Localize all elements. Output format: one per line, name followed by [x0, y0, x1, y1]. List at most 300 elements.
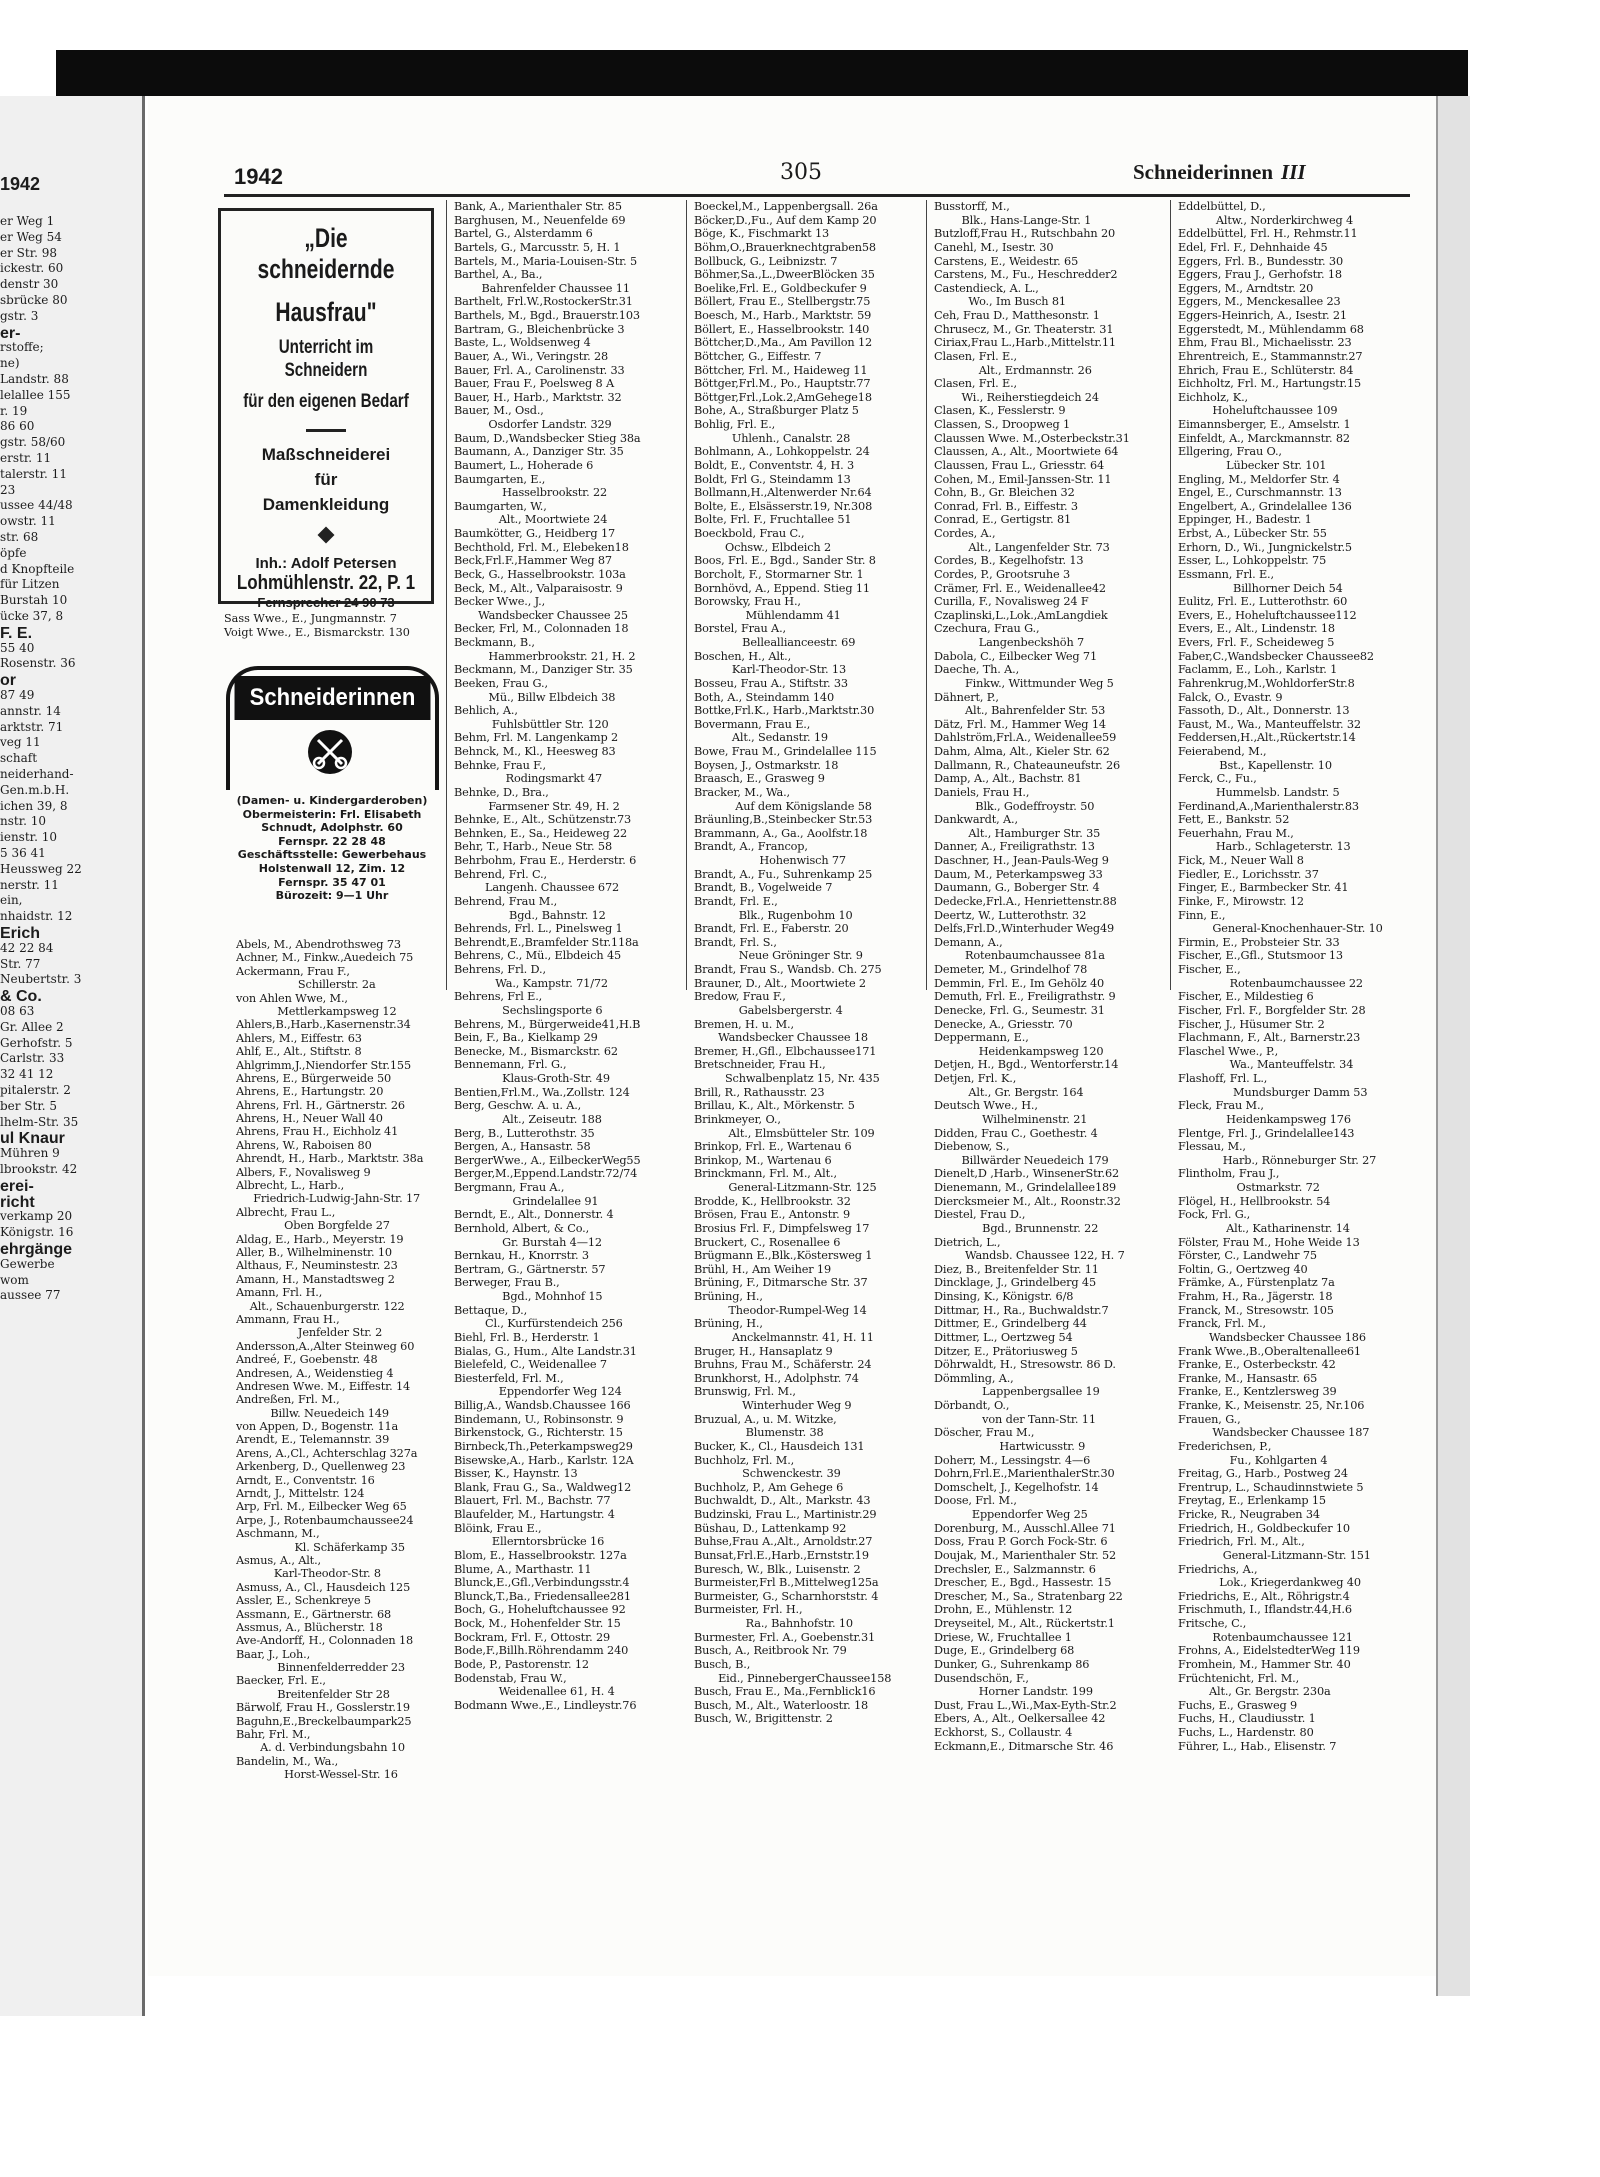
directory-entry: Kl. Schäferkamp 35	[236, 1540, 405, 1554]
directory-entry: Brühl, H., Am Weiher 19	[694, 1262, 831, 1276]
directory-entry: Berg, Geschw. A. u. A.,	[454, 1099, 582, 1113]
directory-entry: Bst., Kapellenstr. 10	[1178, 758, 1332, 772]
directory-entry: Behnke, E., Alt., Schützenstr.73	[454, 813, 632, 827]
left-page-line: d Knopfteile	[0, 561, 75, 576]
left-page-line: Burstah 10	[0, 593, 68, 608]
directory-entry: Rotenbaumchaussee 121	[1178, 1630, 1353, 1644]
directory-entry: Bauer, Frl. A., Carolinenstr. 33	[454, 363, 625, 377]
directory-entry: Uhlenh., Canalstr. 28	[694, 431, 851, 445]
guild-ad-line: Schnudt, Adolphstr. 60	[261, 821, 403, 835]
directory-entry: Alt., Sedanstr. 19	[694, 731, 828, 745]
directory-entry: Bottke,Frl.K., Harb.,Marktstr.30	[694, 704, 875, 718]
left-page-line: talerstr. 11	[0, 466, 67, 481]
directory-entry: Daumann, G., Boberger Str. 4	[934, 881, 1100, 895]
left-page-line: annstr. 14	[0, 703, 61, 718]
left-page-line: ussee 44/48	[0, 498, 73, 513]
directory-entry: Baumkötter, G., Heidberg 17	[454, 527, 616, 540]
directory-entry: Behrend, Frau M.,	[454, 894, 558, 908]
directory-entry: Binnenfelderredder 23	[236, 1661, 405, 1675]
directory-entry: Barghusen, M., Neuenfelde 69	[454, 213, 626, 227]
left-page-line: Mühren 9	[0, 1146, 60, 1161]
left-page-line: Str. 77	[0, 956, 41, 971]
directory-entry: Brandt, Frl. S.,	[694, 935, 777, 949]
directory-entry: Denecke, Frl. G., Seumestr. 31	[934, 1003, 1105, 1017]
directory-entry: Boelike,Frl. E., Goldbeckufer 9	[694, 281, 867, 295]
directory-entry: Cordes, P., Grootsruhe 3	[934, 567, 1071, 581]
directory-entry: Aldag, E., Harb., Meyerstr. 19	[236, 1232, 404, 1246]
directory-entry: Bisser, K., Haynstr. 13	[454, 1467, 578, 1481]
directory-entry: Assler, E., Schenkreye 5	[236, 1594, 371, 1608]
directory-entry: Claussen, A., Alt., Moortwiete 64	[934, 445, 1119, 459]
directory-entry: Bretschneider, Frau H.,	[694, 1058, 826, 1072]
directory-entry: Brandt, Frl. E., Faberstr. 20	[694, 922, 849, 936]
directory-entry: Biehl, Frl. B., Herderstr. 1	[454, 1330, 600, 1344]
directory-entry: Fock, Frl. G.,	[1178, 1208, 1251, 1222]
directory-entry: Böhmer,Sa.,L.,DweerBlöcken 35	[694, 268, 875, 282]
directory-entry: Detjen, H., Bgd., Wentorferstr.14	[934, 1058, 1119, 1072]
directory-entry: Barthel, A., Ba.,	[454, 268, 543, 282]
directory-entry: Ehrich, Frau E., Schlüterstr. 84	[1178, 363, 1354, 377]
directory-entry: General-Knochenhauer-Str. 10	[1178, 922, 1383, 936]
directory-entry: Engling, M., Meldorfer Str. 4	[1178, 472, 1340, 486]
left-page-line: ehrgänge	[0, 1241, 73, 1258]
directory-entry: Schwalbenplatz 15, Nr. 435	[694, 1072, 880, 1085]
directory-entry: Wa., Kampstr. 71/72	[454, 976, 608, 990]
directory-entry: Eckhorst, S., Collaustr. 4	[934, 1726, 1073, 1739]
directory-entry: Bode,F.,Billh.Röhrendamm 240	[454, 1644, 629, 1658]
directory-entry: Althaus, F., Neuminstestr. 23	[236, 1259, 398, 1273]
directory-entry: Asmus, A., Alt.,	[236, 1553, 321, 1567]
left-page-line: erei-	[0, 1177, 34, 1195]
directory-entry: Feddersen,H.,Alt.,Rückertstr.14	[1178, 731, 1356, 745]
directory-entry: Bauer, A., Wi., Veringstr. 28	[454, 349, 609, 363]
directory-entry: Andreé, F., Goebenstr. 48	[236, 1353, 378, 1367]
directory-entry: Langenh. Chaussee 672	[454, 881, 620, 895]
directory-entry: Demmin, Frl. E., Im Gehölz 40	[934, 976, 1105, 990]
directory-entry: Frischmuth, I., Iflandstr.44,H.6	[1178, 1603, 1352, 1617]
directory-entry: Boschen, H., Alt.,	[694, 649, 792, 663]
directory-entry: Bertram, G., Gärtnerstr. 57	[454, 1262, 606, 1276]
left-page-line: 1942	[0, 174, 41, 194]
directory-entry: Bolte, Frl. F., Fruchtallee 51	[694, 513, 852, 527]
directory-entry: Mundsburger Damm 53	[1178, 1085, 1368, 1099]
directory-entry: Fahrenkrug,M.,WohldorferStr.8	[1178, 676, 1355, 690]
directory-entry: Aschmann, M.,	[236, 1527, 320, 1541]
left-page-line: Gerhofstr. 5	[0, 1035, 73, 1050]
directory-entry: General-Litzmann-Str. 125	[694, 1181, 877, 1194]
directory-entry: Wo., Im Busch 81	[934, 295, 1066, 309]
directory-entry: Alt., Zeiseutr. 188	[454, 1112, 602, 1126]
left-page-line: Gewerbe	[0, 1256, 55, 1271]
left-page-line: denstr 30	[0, 277, 59, 292]
left-page-line: neiderhand-	[0, 767, 74, 781]
diamond-ornament-icon	[318, 527, 335, 544]
directory-entry: Dömmling, A.,	[934, 1371, 1014, 1385]
directory-entry: Wandsbecker Chaussee 18	[694, 1031, 868, 1045]
directory-entry: Ferdinand,A.,Marienthalerstr.83	[1178, 799, 1359, 813]
directory-entry: Bodmann Wwe.,E., Lindleystr.76	[454, 1698, 637, 1712]
directory-entry: Ahrens, E., Hartungstr. 20	[236, 1085, 384, 1099]
directory-column-2	[454, 200, 676, 1712]
directory-entry: Beeken, Frau G.,	[454, 676, 548, 690]
directory-entry: Bunsat,Frl.E.,Harb.,Ernststr.19	[694, 1548, 869, 1562]
directory-entry: Deertz, W., Lutterothstr. 32	[934, 908, 1087, 922]
directory-entry: General-Litzmann-Str. 151	[1178, 1548, 1371, 1562]
directory-entry: Edel, Frl. F., Dehnhaide 45	[1178, 240, 1328, 254]
left-page-line: owstr. 11	[0, 514, 56, 529]
directory-entry: Bauer, Frau F., Poelsweg 8 A	[454, 377, 614, 391]
directory-entry: Eid., PinnebergerChaussee158	[694, 1671, 892, 1685]
directory-entry: Brunkhorst, H., Adolphstr. 74	[694, 1371, 859, 1385]
ad-divider	[306, 429, 346, 432]
directory-entry: Barthelt, Frl.W.,RostockerStr.31	[454, 295, 633, 309]
directory-entry: Friedrich, Frl. M., Alt.,	[1178, 1535, 1305, 1549]
directory-entry: Blöink, Frau E.,	[454, 1521, 542, 1535]
directory-entry: Neue Gröninger Str. 9	[694, 949, 863, 963]
left-page-line: veg 11	[0, 735, 41, 750]
directory-entry: Bock, M., Hohenfelder Str. 15	[454, 1617, 621, 1630]
directory-entry: Blunck,T.,Ba., Friedensallee281	[454, 1589, 631, 1603]
directory-entry: Wilhelminenstr. 21	[934, 1112, 1088, 1126]
directory-entry: Crämer, Frl. E., Weidenallee42	[934, 581, 1106, 595]
left-page-line: ne)	[0, 356, 20, 371]
directory-entry: Dahlström,Frl.A., Weidenallee59	[934, 731, 1117, 745]
directory-entry: Böllert, E., Hasselbrookstr. 140	[694, 322, 870, 336]
guild-ad-line: (Damen- u. Kindergarderoben)	[236, 794, 428, 807]
ad-service-3: Damenkleidung	[262, 495, 390, 514]
directory-entry: Brinckmann, Frl. M., Alt.,	[694, 1167, 837, 1181]
directory-entry: Böge, K., Fischmarkt 13	[694, 227, 830, 241]
directory-entry: Bauer, H., Harb., Marktstr. 32	[454, 390, 622, 404]
directory-entry: Langenbeckshöh 7	[934, 636, 1085, 649]
directory-entry: Benecke, M., Bismarckstr. 62	[454, 1044, 618, 1058]
directory-entry: Dusendschön, F.,	[934, 1671, 1029, 1685]
directory-entry: Eddelbüttel, Frl. H., Rehmstr.11	[1178, 227, 1358, 241]
directory-entry: Dunker, G., Suhrenkamp 86	[934, 1657, 1090, 1671]
directory-entry: Boeckel,M., Lappenbergsall. 26a	[694, 200, 878, 213]
directory-entry: Brill, R., Rathausstr. 23	[694, 1085, 825, 1099]
page-number: 305	[780, 160, 822, 185]
left-page-line: gstr. 58/60	[0, 435, 66, 450]
directory-entry: Böttger,Frl.M., Po., Hauptstr.77	[694, 377, 871, 391]
directory-entry: Friedrichs, E., Alt., Röhrigstr.4	[1178, 1589, 1350, 1603]
directory-entry: Bremer, H.,Gfl., Elbchaussee171	[694, 1044, 877, 1058]
directory-entry: Cohn, B., Gr. Bleichen 32	[934, 486, 1075, 500]
directory-entry: Brosius Frl. F., Dimpfelsweg 17	[694, 1221, 870, 1235]
left-page-line: Gr. Allee 2	[0, 1019, 64, 1034]
directory-entry: Freytag, E., Erlenkamp 15	[1178, 1494, 1326, 1508]
directory-entry: Döscher, Frau M.,	[934, 1426, 1035, 1440]
directory-entry: Finkw., Wittmunder Weg 5	[934, 676, 1114, 690]
left-page-line: sbrücke 80	[0, 293, 68, 307]
directory-entry: Boch, G., Hoheluftchaussee 92	[454, 1603, 626, 1617]
directory-entry: Cordes, B., Kegelhofstr. 13	[934, 554, 1084, 568]
directory-entry: Eimannsberger, E., Amselstr. 1	[1178, 418, 1351, 431]
directory-entry: Fromhein, M., Hammer Str. 40	[1178, 1657, 1351, 1671]
directory-entry: Bruzual, A., u. M. Witzke,	[694, 1412, 837, 1426]
directory-entry: Cordes, A.,	[934, 527, 996, 540]
directory-entry: Essmann, Frl. E.,	[1178, 567, 1274, 581]
directory-entry: Gr. Burstah 4—12	[454, 1235, 602, 1249]
directory-entry: Brammann, A., Ga., Aoolfstr.18	[694, 826, 868, 840]
scan-border-top	[56, 50, 1468, 96]
directory-entry: Conrad, E., Gertigstr. 81	[934, 513, 1072, 527]
directory-entry: Daniels, Frau H.,	[934, 785, 1030, 799]
directory-entry: Bgd., Brunnenstr. 22	[934, 1221, 1099, 1235]
directory-entry: Firmin, E., Probsteier Str. 33	[1178, 935, 1340, 949]
directory-entry: Führer, L., Hab., Elisenstr. 7	[1178, 1739, 1337, 1753]
directory-entry: Frauen, G.,	[1178, 1412, 1241, 1426]
directory-entry: Daum, M., Peterkampsweg 33	[934, 867, 1103, 881]
directory-entry: Baum, D.,Wandsbecker Stieg 38a	[454, 431, 641, 445]
directory-entry: Ochsw., Elbdeich 2	[694, 540, 832, 554]
directory-entry: Eckmann,E., Ditmarsche Str. 46	[934, 1739, 1114, 1753]
directory-entry: Clasen, Frl. E.,	[934, 377, 1017, 391]
directory-entry: Ebers, A., Alt., Oelkersallee 42	[934, 1712, 1106, 1726]
directory-entry: Fiedler, E., Lorichsstr. 37	[1178, 867, 1319, 881]
scan-border-right	[1436, 96, 1470, 1996]
directory-entry: Doujak, M., Marienthaler Str. 52	[934, 1548, 1117, 1562]
directory-entry: Fleck, Frau M.,	[1178, 1099, 1264, 1113]
directory-entry: Bolte, E., Elsässerstr.19, Nr.308	[694, 499, 873, 513]
directory-entry: Damp, A., Alt., Bachstr. 81	[934, 772, 1082, 786]
left-page-line: lhelm-Str. 35	[0, 1114, 79, 1129]
directory-entry: Arpe, J., Rotenbaumchaussee24	[236, 1513, 414, 1527]
left-page-line: Königstr. 16	[0, 1225, 74, 1240]
directory-entry: Eggers, Frl. B., Bundesstr. 30	[1178, 254, 1344, 268]
directory-entry: Fritsche, C.,	[1178, 1617, 1247, 1630]
left-page-line: aussee 77	[0, 1288, 61, 1303]
left-page-line: für Litzen	[0, 577, 60, 592]
directory-entry: Beckmann, M., Danziger Str. 35	[454, 663, 633, 677]
directory-entry: Bruger, H., Hansaplatz 9	[694, 1344, 833, 1358]
directory-entry: Brandt, A., Fu., Suhrenkamp 25	[694, 867, 873, 881]
directory-entry: Baumert, L., Hoherade 6	[454, 458, 594, 472]
left-page-line: pitalerstr. 2	[0, 1083, 71, 1097]
directory-entry: Busstorff, M.,	[934, 200, 1010, 213]
directory-entry: Drechsler, E., Salzmannstr. 6	[934, 1562, 1096, 1576]
ad-subline-1: Unterricht im Schneidern	[278, 337, 374, 381]
directory-entry: Esser, L., Lohkoppelstr. 75	[1178, 554, 1327, 568]
directory-entry: Deutsch Wwe., H.,	[934, 1099, 1038, 1113]
directory-entry: Bartels, M., Maria-Louisen-Str. 5	[454, 254, 638, 268]
directory-entry: Ahrens, Frau H., Eichholz 41	[236, 1125, 399, 1139]
directory-entry: Behrens, Frl E.,	[454, 990, 543, 1004]
page-title-numeral: III	[1281, 160, 1306, 184]
directory-column-4	[934, 200, 1156, 1753]
directory-entry: Fischer, Frl. F., Borgfelder Str. 28	[1178, 1003, 1366, 1017]
directory-entry: Eppinger, H., Badestr. 1	[1178, 513, 1312, 527]
directory-entry: Doose, Frl. M.,	[934, 1494, 1017, 1508]
note-line: Sass Wwe., E., Jungmannstr. 7	[224, 612, 397, 625]
directory-entry: Brandt, Frau S., Wandsb. Ch. 275	[694, 963, 882, 976]
directory-entry: BergerWwe., A., EilbeckerWeg55	[454, 1153, 641, 1167]
directory-entry: Czechura, Frau G.,	[934, 622, 1040, 636]
directory-entry: Förster, C., Landwehr 75	[1178, 1249, 1317, 1263]
directory-entry: Assmus, A., Blücherstr. 18	[236, 1620, 383, 1634]
directory-entry: Danner, A., Freiligrathstr. 13	[934, 840, 1095, 854]
directory-entry: Erhorn, D., Wi., Jungnickelstr.5	[1178, 540, 1352, 554]
directory-entry: Bahrenfelder Chaussee 11	[454, 281, 630, 295]
left-page-line: ein,	[0, 893, 23, 908]
directory-entry: Fischer, E.,	[1178, 963, 1241, 976]
directory-entry: Dienelt,D ,Harb., WinsenerStr.62	[934, 1167, 1120, 1181]
left-page-line: str. 68	[0, 530, 39, 544]
directory-entry: Lok., Kriegerdankweg 40	[1178, 1576, 1361, 1590]
directory-entry: Borcholt, F., Stormarner Str. 1	[694, 567, 864, 581]
directory-entry: Bovermann, Frau E.,	[694, 717, 811, 731]
directory-entry: Dallmann, R., Chateauneufstr. 26	[934, 758, 1121, 772]
directory-entry: Baguhn,E.,Breckelbaumpark25	[236, 1714, 412, 1728]
directory-entry: Bruhns, Frau M., Schäferstr. 24	[694, 1358, 872, 1372]
directory-entry: Wandsbecker Chaussee 187	[1178, 1426, 1370, 1440]
directory-entry: Bosseu, Frau A., Stiftstr. 33	[694, 676, 848, 690]
directory-entry: Daschner, H., Jean-Pauls-Weg 9	[934, 854, 1109, 867]
directory-entry: Bowe, Frau M., Grindelallee 115	[694, 745, 877, 758]
directory-entry: Dittmer, E., Grindelberg 44	[934, 1317, 1087, 1331]
directory-entry: Birnbeck,Th.,Peterkampsweg29	[454, 1439, 633, 1453]
directory-entry: Busch, B.,	[694, 1657, 751, 1671]
directory-entry: Mühlendamm 41	[694, 608, 841, 622]
directory-entry: Hoheluftchaussee 109	[1178, 404, 1338, 418]
directory-entry: Arens, A.,Cl., Achterschlag 327a	[236, 1446, 418, 1460]
left-page-line: er Weg 1	[0, 214, 55, 228]
directory-entry: Flaschel Wwe., P.,	[1178, 1044, 1279, 1058]
directory-entry: Behrens, M., Bürgerweide41,H.B	[454, 1017, 641, 1031]
left-page-line: Gen.m.b.H.	[0, 782, 70, 797]
directory-entry: Bracker, M., Wa.,	[694, 785, 790, 799]
directory-entry: Blunck,E.,Gfl.,Verbindungsstr.4	[454, 1576, 630, 1590]
directory-entry: Schwenckestr. 39	[694, 1467, 841, 1481]
directory-entry: Grindelallee 91	[454, 1194, 599, 1208]
directory-entry: Behrens, C., Mü., Elbdeich 45	[454, 949, 622, 963]
directory-entry: Andersson,A.,Alter Steinweg 60	[236, 1339, 415, 1353]
directory-entry: Eichholz, K.,	[1178, 390, 1248, 404]
directory-entry: Daeche, Th. A.,	[934, 663, 1020, 677]
directory-entry: Ahlers, M., Eiffestr. 63	[236, 1031, 362, 1045]
left-page-line: nstr. 10	[0, 814, 47, 829]
directory-entry: Dedecke,Frl.A., Henriettenstr.88	[934, 894, 1117, 908]
column-divider	[1170, 200, 1171, 990]
directory-entry: Behrens, Frl. D.,	[454, 963, 546, 976]
directory-entry: Foltin, G., Oertzweg 40	[1178, 1262, 1308, 1276]
directory-entry: von Appen, D., Bogenstr. 11a	[236, 1420, 399, 1434]
directory-entry: Brinkop, Frl. E., Wartenau 6	[694, 1140, 852, 1154]
left-page-line: 55 40	[0, 640, 35, 655]
directory-entry: Anckelmannstr. 41, H. 11	[694, 1330, 874, 1344]
left-page-line: öpfe	[0, 545, 27, 560]
directory-entry: Baecker, Frl. E.,	[236, 1674, 326, 1688]
directory-entry: Karl-Theodor-Str. 8	[236, 1567, 381, 1581]
directory-entry: Billwärder Neuedeich 179	[934, 1153, 1109, 1167]
directory-entry: Blk., Godeffroystr. 50	[934, 799, 1095, 813]
directory-entry: Dinsing, K., Königstr. 6/8	[934, 1290, 1074, 1303]
directory-entry: Bucker, K., Cl., Hausdeich 131	[694, 1439, 865, 1453]
directory-entry: Ra., Bahnhofstr. 10	[694, 1617, 853, 1630]
directory-entry: von der Tann-Str. 11	[934, 1412, 1096, 1426]
directory-entry: Ellgering, Frau O.,	[1178, 445, 1282, 459]
left-page-line: 32 41 12	[0, 1067, 54, 1082]
directory-entry: Driese, W., Fruchtallee 1	[934, 1630, 1072, 1644]
directory-entry: Behnke, Frau F.,	[454, 758, 546, 772]
directory-entry: Brüning, H.,	[694, 1317, 763, 1331]
directory-entry: Boldt, Frl G., Steindamm 13	[694, 472, 851, 486]
directory-entry: Behrends, Frl. L., Pinelsweg 1	[454, 922, 623, 936]
directory-entry: Doss, Frau P. Gorch Fock-Str. 6	[934, 1535, 1108, 1549]
directory-entry: Döhrwaldt, H., Stresowstr. 86 D.	[934, 1358, 1116, 1372]
directory-entry: Schillerstr. 2a	[236, 978, 376, 992]
directory-entry: Bohlmann, A., Lohkoppelstr. 24	[694, 445, 870, 459]
left-page-line: ickestr. 60	[0, 261, 64, 276]
directory-entry: Ammann, Frau H.,	[236, 1312, 340, 1326]
guild-ad-line: Fernspr. 22 28 48	[278, 834, 386, 848]
directory-entry: Didden, Frau C., Goethestr. 4	[934, 1126, 1098, 1140]
directory-entry: Clasen, K., Fesslerstr. 9	[934, 404, 1066, 418]
directory-entry: Braasch, E., Grasweg 9	[694, 772, 825, 786]
left-page-line: Carlstr. 33	[0, 1051, 65, 1066]
directory-entry: Borstel, Frau A.,	[694, 622, 786, 636]
directory-entry: Dust, Frau L.,Wi.,Max-Eyth-Str.2	[934, 1698, 1117, 1712]
directory-entry: Brinkop, M., Wartenau 6	[694, 1153, 832, 1167]
directory-entry: Berndt, E., Alt., Donnerstr. 4	[454, 1208, 614, 1222]
directory-entry: Dörbandt, O.,	[934, 1399, 1010, 1412]
directory-entry: Ciriax,Frau L.,Harb.,Mittelstr.11	[934, 336, 1116, 350]
directory-entry: Burmeister, G., Scharnhorststr. 4	[694, 1589, 879, 1603]
directory-entry: Ostmarkstr. 72	[1178, 1181, 1320, 1194]
directory-entry: Boesch, M., Harb., Marktstr. 59	[694, 309, 872, 322]
directory-entry: Buchholz, Frl. M.,	[694, 1453, 795, 1467]
directory-entry: Frahm, H., Ra., Jägerstr. 18	[1178, 1290, 1333, 1303]
directory-entry: Dahm, Alma, Alt., Kieler Str. 62	[934, 745, 1110, 758]
left-page-line: nhaidstr. 12	[0, 909, 73, 924]
directory-entry: Baumgarten, W.,	[454, 499, 547, 513]
ad-subline-2: für den eigenen Bedarf	[243, 391, 409, 412]
directory-entry: Blk., Hans-Lange-Str. 1	[934, 213, 1092, 227]
directory-entry: Franck, M., Stresowstr. 105	[1178, 1303, 1334, 1317]
directory-entry: Böllert, Frau E., Stellbergstr.75	[694, 295, 871, 309]
left-page-line: schaft	[0, 751, 38, 766]
left-page-line: Heussweg 22	[0, 861, 82, 876]
directory-entry: Alt., Katharinenstr. 14	[1178, 1221, 1350, 1235]
left-page-line: lelallee 155	[0, 387, 71, 402]
directory-entry: Fischer, E.,Gfl., Stutsmoor 13	[1178, 949, 1343, 963]
directory-entry: Eulitz, Frl. E., Lutterothstr. 60	[1178, 595, 1348, 609]
directory-entry: Oben Borgfelde 27	[236, 1219, 390, 1233]
directory-entry: Behlich, A.,	[454, 704, 518, 718]
directory-entry: Behm, Frl. M. Langenkamp 2	[454, 731, 619, 745]
directory-entry: Andresen, A., Weidenstieg 4	[236, 1366, 394, 1380]
directory-entry: Ahrendt, H., Harb., Marktstr. 38a	[236, 1152, 424, 1166]
directory-entry: Ackermann, Frau F.,	[236, 964, 350, 978]
directory-entry: Evers, E., Alt., Lindenstr. 18	[1178, 622, 1335, 636]
directory-entry: Busch, Frau E., Ma.,Fernblick16	[694, 1685, 876, 1699]
directory-entry: Blume, A., Marthastr. 11	[454, 1562, 592, 1576]
directory-entry: Wandsb. Chaussee 122, H. 7	[934, 1249, 1125, 1263]
directory-entry: Bremen, H. u. M.,	[694, 1017, 794, 1031]
directory-entry: Hummelsb. Landstr. 5	[1178, 785, 1340, 799]
directory-entry: Franke, E., Kentzlersweg 39	[1178, 1385, 1337, 1399]
directory-entry: Fu., Kohlgarten 4	[1178, 1453, 1328, 1467]
directory-entry: Bergmann, Frau A.,	[454, 1181, 565, 1194]
directory-entry: Bernhold, Albert, & Co.,	[454, 1221, 590, 1235]
directory-entry: Engel, E., Curschmannstr. 13	[1178, 486, 1342, 500]
directory-entry: Finke, F., Mirowstr. 12	[1178, 894, 1304, 908]
directory-entry: Früchtenicht, Frl. M.,	[1178, 1671, 1300, 1685]
directory-entry: Horst-Wessel-Str. 16	[236, 1768, 398, 1782]
directory-entry: Dienemann, M., Grindelallee189	[934, 1181, 1117, 1194]
directory-entry: Both, A., Steindamm 140	[694, 690, 834, 704]
directory-entry: Alt., Gr. Bergstr. 230a	[1178, 1685, 1331, 1699]
